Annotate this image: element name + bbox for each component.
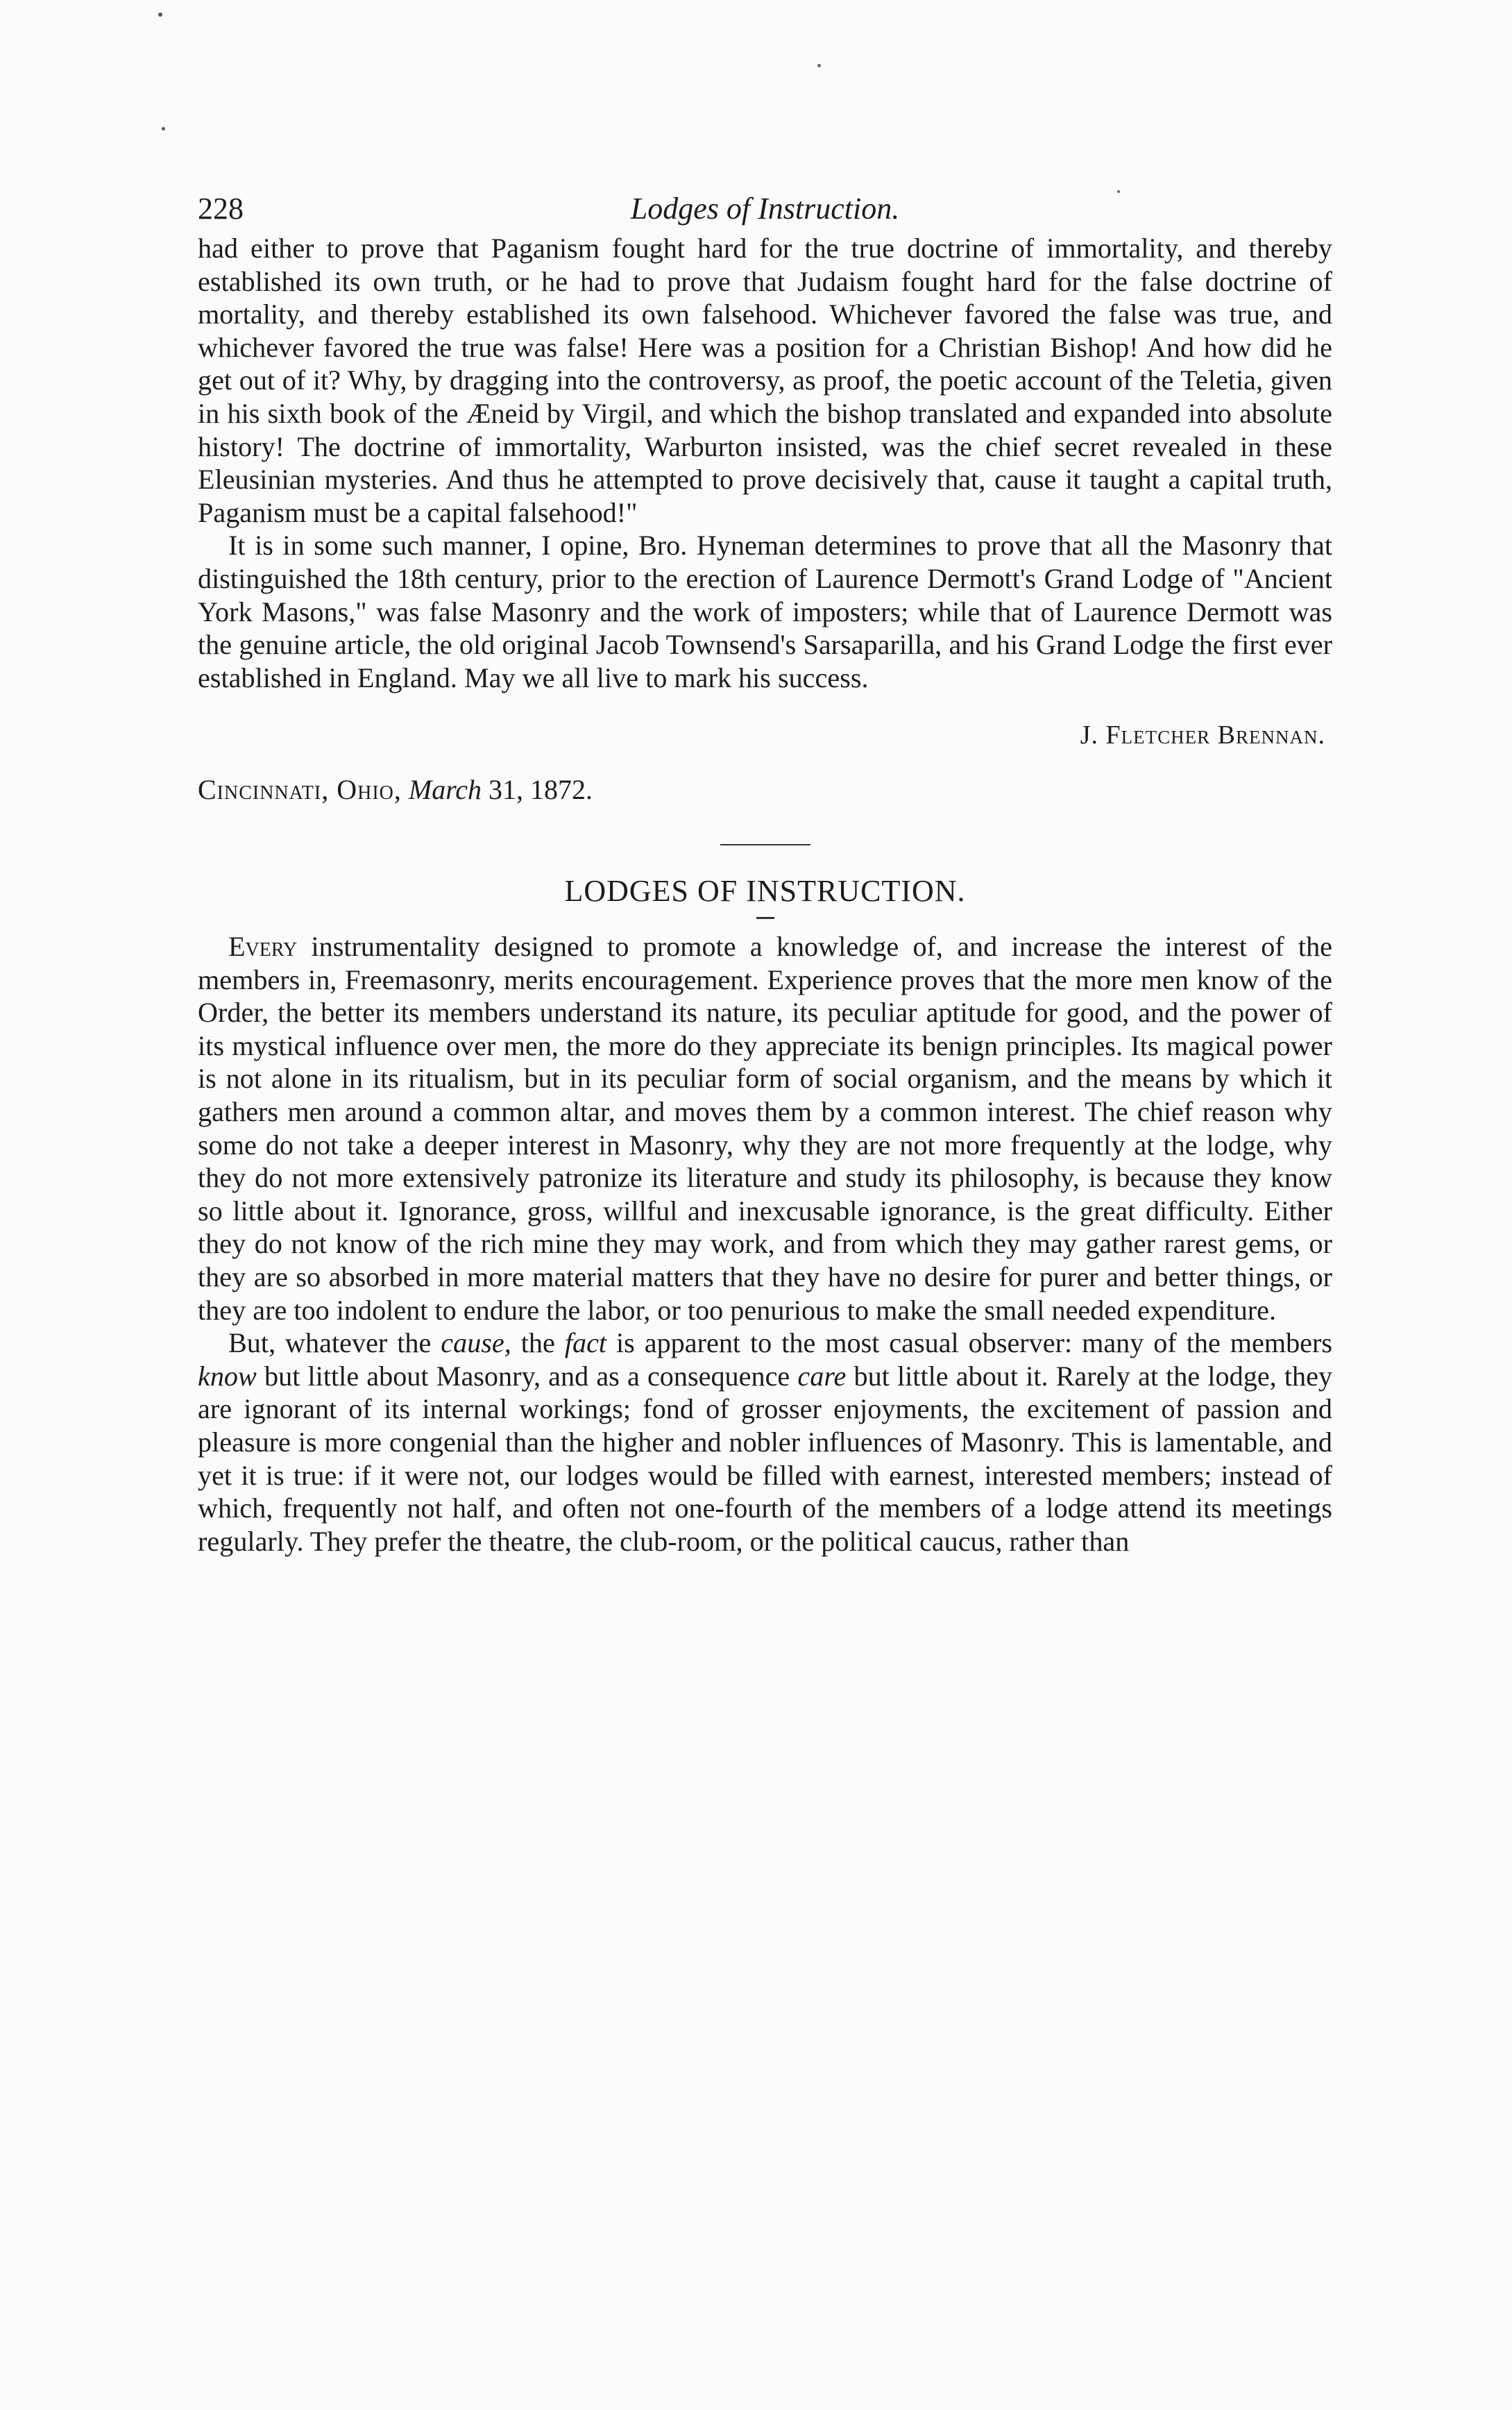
italic-run: know [198,1360,257,1392]
speck-mark [158,12,162,17]
book-page [198,186,1332,1558]
text-run: But, whatever the [228,1327,432,1359]
italic-run: care [797,1360,847,1392]
page-header [198,186,1332,232]
article-paragraph-2 [198,1326,1332,1558]
speck-mark [817,64,821,67]
lead-word: Every [228,931,298,963]
italic-run: fact [564,1327,607,1359]
section-title: LODGES OF INSTRUCTION. [564,873,966,908]
dateline-month: March [408,773,482,805]
letter-paragraph-1: had either to prove that Paganism fought hard for the true doctrine of immortality, and thereby established its own truth, or he had to prove that Judaism fought hard for the false doctrine of mortality, and thereby established its own falsehood. Whichever favored the false was true, and whichever favored the true was false! Here was a position for a Christian Bishop! And how did he get out of it? Why, by dragging into the controversy, as proof, the poetic account of the Teletia, given in his sixth book of the Æneid by Virgil, and which the bishop translated and expanded into absolute history! The doctrine of immortality, Warburton insisted, was the chief secret revealed in these Eleusinian mysteries. And thus he attempted to prove decisively that, cause it taught a capital truth, Paganism must be a capital falsehood!" [198,233,1332,528]
text-run: but little about Masonry, and as a consequence [264,1360,790,1392]
text-run: but little about it. Rarely at the lodge, they are ignorant of its internal workings; fond of grosser enjoyments, the excitement of passion and pleasure is more congenial than the higher and nobler influences of Masonry. This is lamentable, and yet it is true: if it were not, our lodges would be filled with earnest, interested members; instead of which, frequently not half, and often not one-fourth of the members of a lodge attend its meetings regularly. They prefer the theatre, the club-room, or the political caucus, rather than [198,1360,1333,1557]
paragraph-text: instrumentality designed to promote a knowledge of, and increase the interest of the members in, Freemasonry, merits encouragement. Experience proves that the more men know of the Order, the better its members understand its nature, its peculiar aptitude for good, and the power of its mystical influence over men, the more do they appreciate its benign principles. Its magical power is not alone in its ritualism, but in its peculiar form of social organism, and the means by which it gathers men around a common altar, and moves them by a common interest. The chief reason why some do not take a deeper interest in Masonry, why they are not more frequently at the lodge, why they do not more extensively patronize its literature and study its philosophy, is because they know so little about it. Ignorance, gross, willful and inexcusable ignorance, is the great difficulty. Either they do not know of the rich mine they may work, and from which they may gather rarest gems, or they are so absorbed in more material matters that they have no desire for purer and better things, or they are too indolent to endure the labor, or too penurious to make the small needed expenditure. [198,931,1333,1326]
speck-mark [162,127,165,130]
section-divider [720,844,810,845]
title-dash [756,917,774,919]
running-title: Lodges of Instruction. [630,192,900,226]
dateline-date: 31, 1872. [489,773,593,805]
italic-run: cause, [441,1327,511,1359]
dateline-place: Cincinnati, Ohio, [198,773,402,805]
letter-paragraph-2: It is in some such manner, I opine, Bro. Hyneman determines to prove that all the Masonry that distinguished the 18th century, prior to the erection of Laurence Dermott's Grand Lodge of "Ancient York Masons," was false Masonry and the work of imposters; while that of Laurence Dermott was the genuine article, the old original Jacob Townsend's Sarsaparilla, and his Grand Lodge the first ever established in England. May we all live to mark his success. [198,530,1332,693]
text-run: is apparent to the most casual observer: many of the members [616,1327,1333,1359]
page-number: 228 [198,192,244,226]
dateline [198,773,1332,807]
text-run: the [520,1327,555,1359]
body-text [198,232,1332,1558]
signature: J. Fletcher Brennan. [1080,721,1325,750]
article-paragraph-1 [198,930,1332,1326]
